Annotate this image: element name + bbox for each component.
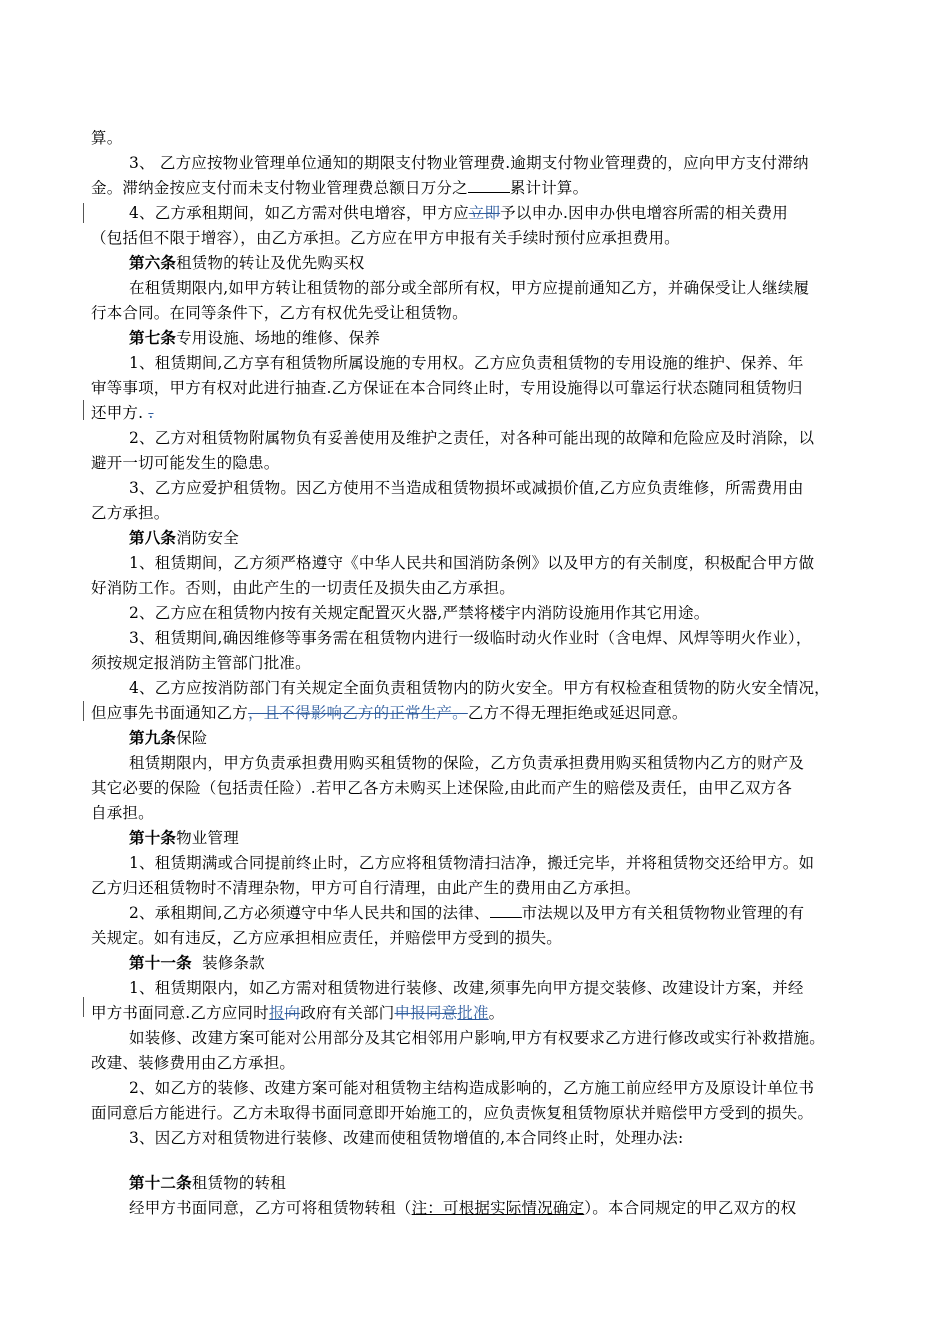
deleted-text: 立即 [468, 204, 501, 222]
paragraph-line: 须按规定报消防主管部门批准。 [91, 654, 311, 672]
section-heading: 第十条物业管理 [129, 828, 239, 847]
paragraph-line: 行本合同。在同等条件下，乙方有权优先受让租赁物。 [91, 304, 468, 322]
paragraph-line: 在租赁期限内,如甲方转让租赁物的部分或全部所有权，甲方应提前通知乙方，并确保受让人继续履 [129, 279, 810, 297]
section-heading: 第六条租赁物的转让及优先购买权 [129, 253, 365, 272]
deleted-text: ，且不得影响乙方的正常生产。 [248, 704, 468, 722]
paragraph-line: 经甲方书面同意，乙方可将租赁物转租（注：可根据实际情况确定）。本合同规定的甲乙双方的权 [129, 1199, 797, 1217]
fill-blank [490, 903, 522, 918]
paragraph-line: 算。 [91, 129, 123, 147]
paragraph-line: 面同意后方能进行。乙方未取得书面同意即开始施工的，应负责恢复租赁物原状并赔偿甲方受到的损失。 [91, 1104, 814, 1122]
paragraph-line: 3、租赁期间,确因维修等事务需在租赁物内进行一级临时动火作业时（含电焊、风焊等明火作业）， [129, 629, 812, 647]
revision-bar [83, 203, 84, 223]
paragraph-line: 如装修、改建方案可能对公用部分及其它相邻用户影响,甲方有权要求乙方进行修改或实行补救措施。 [129, 1029, 825, 1047]
paragraph-line: 甲方书面同意.乙方应同时报向政府有关部门申报同意批准。 [91, 1004, 505, 1022]
fill-blank [468, 178, 510, 193]
paragraph-line: 避开一切可能发生的隐患。 [91, 454, 280, 472]
paragraph-line: 审等事项，甲方有权对此进行抽查.乙方保证在本合同终止时，专用设施得以可靠运行状态随同租赁物归 [91, 379, 803, 397]
paragraph-line: 1、租赁期间，乙方须严格遵守《中华人民共和国消防条例》以及甲方的有关制度，积极配合甲方做 [129, 554, 815, 572]
section-heading: 第十一条 装修条款 [129, 953, 265, 972]
paragraph-line: 乙方归还租赁物时不清理杂物，甲方可自行清理，由此产生的费用由乙方承担。 [91, 879, 641, 897]
revision-bar [83, 997, 84, 1017]
deleted-text: 申报同意 [394, 1004, 458, 1022]
revision-bar [83, 701, 84, 721]
paragraph-line: 租赁期限内，甲方负责承担费用购买租赁物的保险，乙方负责承担费用购买租赁物内乙方的财产及 [129, 754, 805, 772]
deleted-text: 向 [284, 1004, 301, 1022]
paragraph-line: 乙方承担。 [91, 504, 170, 522]
paragraph-line: 4、乙方承租期间，如乙方需对供电增容，甲方应立即予以申办.因申办供电增容所需的相关费用 [129, 204, 788, 222]
paragraph-line: 2、承租期间,乙方必须遵守中华人民共和国的法律、 市法规以及甲方有关租赁物物业管理的有 [129, 904, 805, 922]
revision-bar [83, 400, 84, 420]
paragraph-line: 2、乙方对租赁物附属物负有妥善使用及维护之责任，对各种可能出现的故障和危险应及时消除，以 [129, 429, 815, 447]
paragraph-line: 金。滞纳金按应支付而未支付物业管理费总额日万分之 累计计算。 [91, 179, 589, 197]
paragraph-line: 1、租赁期满或合同提前终止时，乙方应将租赁物清扫洁净，搬迁完毕，并将租赁物交还给甲方。如 [129, 854, 815, 872]
paragraph-line: 关规定。如有违反，乙方应承担相应责任，并赔偿甲方受到的损失。 [91, 929, 563, 947]
paragraph-line: 3、乙方应爱护租赁物。因乙方使用不当造成租赁物损坏或减损价值,乙方应负责维修，所需费用由 [129, 479, 804, 497]
section-heading: 第八条消防安全 [129, 528, 239, 547]
inserted-text: 报 [268, 1004, 285, 1022]
paragraph-line: 1、租赁期限内，如乙方需对租赁物进行装修、改建,须事先向甲方提交装修、改建设计方案，并经 [129, 979, 804, 997]
paragraph-line: 其它必要的保险（包括责任险）.若甲乙各方未购买上述保险,由此而产生的赔偿及责任，由甲乙双方各 [91, 779, 793, 797]
paragraph-line: 好消防工作。否则，由此产生的一切责任及损失由乙方承担。 [91, 579, 515, 597]
paragraph-line: 3、 乙方应按物业管理单位通知的期限支付物业管理费.逾期支付物业管理费的，应向甲方支付滞纳 [129, 154, 809, 172]
deleted-text: . [148, 404, 154, 422]
section-heading: 第九条保险 [129, 728, 208, 747]
paragraph-line: 2、乙方应在租赁物内按有关规定配置灭火器,严禁将楼宇内消防设施用作其它用途。 [129, 604, 710, 622]
paragraph-line: 但应事先书面通知乙方，且不得影响乙方的正常生产。乙方不得无理拒绝或延迟同意。 [91, 704, 688, 722]
paragraph-line: 2、如乙方的装修、改建方案可能对租赁物主结构造成影响的，乙方施工前应经甲方及原设计单位书 [129, 1079, 815, 1097]
inserted-text: 批准 [457, 1004, 489, 1022]
paragraph-line: （包括但不限于增容），由乙方承担。乙方应在甲方申报有关手续时预付应承担费用。 [91, 229, 680, 247]
paragraph-line: 3、因乙方对租赁物进行装修、改建而使租赁物增值的,本合同终止时，处理办法: [129, 1129, 684, 1147]
paragraph-line: 改建、装修费用由乙方承担。 [91, 1054, 296, 1072]
section-heading: 第七条专用设施、场地的维修、保养 [129, 328, 381, 347]
paragraph-line: 还甲方. . [91, 404, 154, 422]
underlined-note: 注：可根据实际情况确定 [411, 1199, 585, 1217]
paragraph-line: 自承担。 [91, 804, 154, 822]
paragraph-line: 4、乙方应按消防部门有关规定全面负责租赁物内的防火安全。甲方有权检查租赁物的防火安全情况， [129, 679, 830, 697]
paragraph-line: 1、租赁期间,乙方享有租赁物所属设施的专用权。乙方应负责租赁物的专用设施的维护、保养、年 [129, 354, 804, 372]
section-heading: 第十二条租赁物的转租 [129, 1173, 287, 1192]
